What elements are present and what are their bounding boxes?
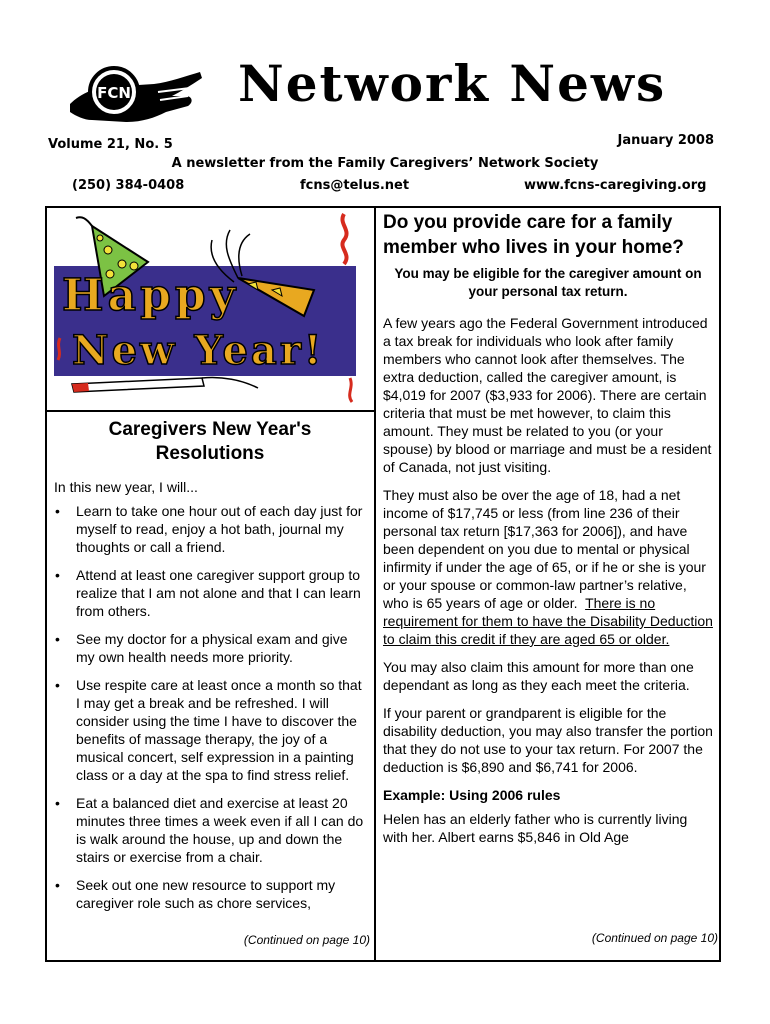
happy-new-year-banner [52,208,368,404]
phone-number: (250) 384-0408 [72,178,185,193]
paragraph-5: Helen has an elderly father who is currently living with her. Albert earns $5,846 in Old Age [383,811,688,845]
newsletter-title: Network News [238,54,667,113]
website-link[interactable]: www.fcns-caregiving.org [524,178,707,193]
paragraph-1: A few years ago the Federal Government introduced a tax break for individuals who look after family members who cannot look after themselves. The extra deduction, called the caregiver amount, is $4,019 for 2007 ($3,933 for 2006). There are certain criteria that must be met however, to claim this amount. They must be related to you (or your spouse) by blood or marriage and must be a resident of Canada, not just visiting. [383,315,712,475]
streamer-icon [342,214,346,264]
resolutions-article [52,418,368,922]
streamer-icon-right [350,378,352,402]
list-item: • See my doctor for a physical exam and give my own health needs more priority. [55,631,348,665]
caregiver-amount-article [383,210,713,856]
paragraph-2: They must also be over the age of 18, had a net income of $17,745 or less (from line 236 of their personal tax return [$17,363 for 2006]), and have been dependent on you due to mental or physical infirmity if under the age of 65, or if he or she is your or your spouse or common-law partner’s relative, who is 65 years of age or older. There is no requirement for them to have the Disability Deduction to claim this credit if they are aged 65 or older. [383,487,713,647]
email-link[interactable]: fcns@telus.net [300,178,410,193]
volume-number: Volume 21, No. 5 [48,137,173,152]
issue-date: January 2008 [617,133,714,148]
tagline: A newsletter from the Family Caregivers’ Network Society [171,156,599,171]
right-continued-link[interactable]: (Continued on page 10) [591,931,718,945]
party-blower-icon [72,377,258,392]
list-item: • Attend at least one caregiver support group to realize that I am not alone and that I can learn from others. [55,567,361,619]
resolutions-intro: In this new year, I will... [54,479,198,495]
list-item: • Seek out one new resource to support my caregiver role such as chore services, [55,877,336,911]
article-title: Do you provide care for a family member who lives in your home? [383,212,684,258]
list-item: • Eat a balanced diet and exercise at least 20 minutes three times a week even if all I can do is walk around the house, up and down the stairs or exercise from a chair. [55,795,364,865]
banner-happy: Happy [62,270,240,321]
streamer-icon-small [58,338,60,360]
fcn-logo [62,62,204,132]
resolutions-list [52,502,368,912]
paragraph-4: If your parent or grandparent is eligible for the disability deduction, you may also transfer the portion that they do not use to your tax return. For 2007 the deduction is $6,890 and $6,741 for 2006. [383,705,713,775]
example-heading: Example: Using 2006 rules [383,787,561,803]
underlined-note: There is no requirement for them to have the Disability Deduction to claim this credit if they are aged 65 or older. [383,595,713,647]
banner-new-year: New Year! [72,327,325,374]
left-continued-link[interactable]: (Continued on page 10) [243,933,370,947]
column-divider [374,206,376,962]
logo-text: FCN [97,84,131,102]
banner-divider [45,410,376,412]
list-item: • Learn to take one hour out of each day just for myself to read, enjoy a hot bath, journal my thoughts or call a friend. [55,503,363,555]
article-subtitle: You may be eligible for the caregiver amount on your personal tax return. [394,266,702,299]
list-item: • Use respite care at least once a month so that I may get a break and be refreshed. I will consider using the time I have to discover the benefits of massage therapy, the joy of a musical concert, self expression in a painting class or a day at the spa to find stress relief. [55,677,362,783]
resolutions-title: Caregivers New Year's Resolutions [108,419,312,464]
paragraph-3: You may also claim this amount for more than one dependant as long as they each meet the criteria. [383,659,694,693]
